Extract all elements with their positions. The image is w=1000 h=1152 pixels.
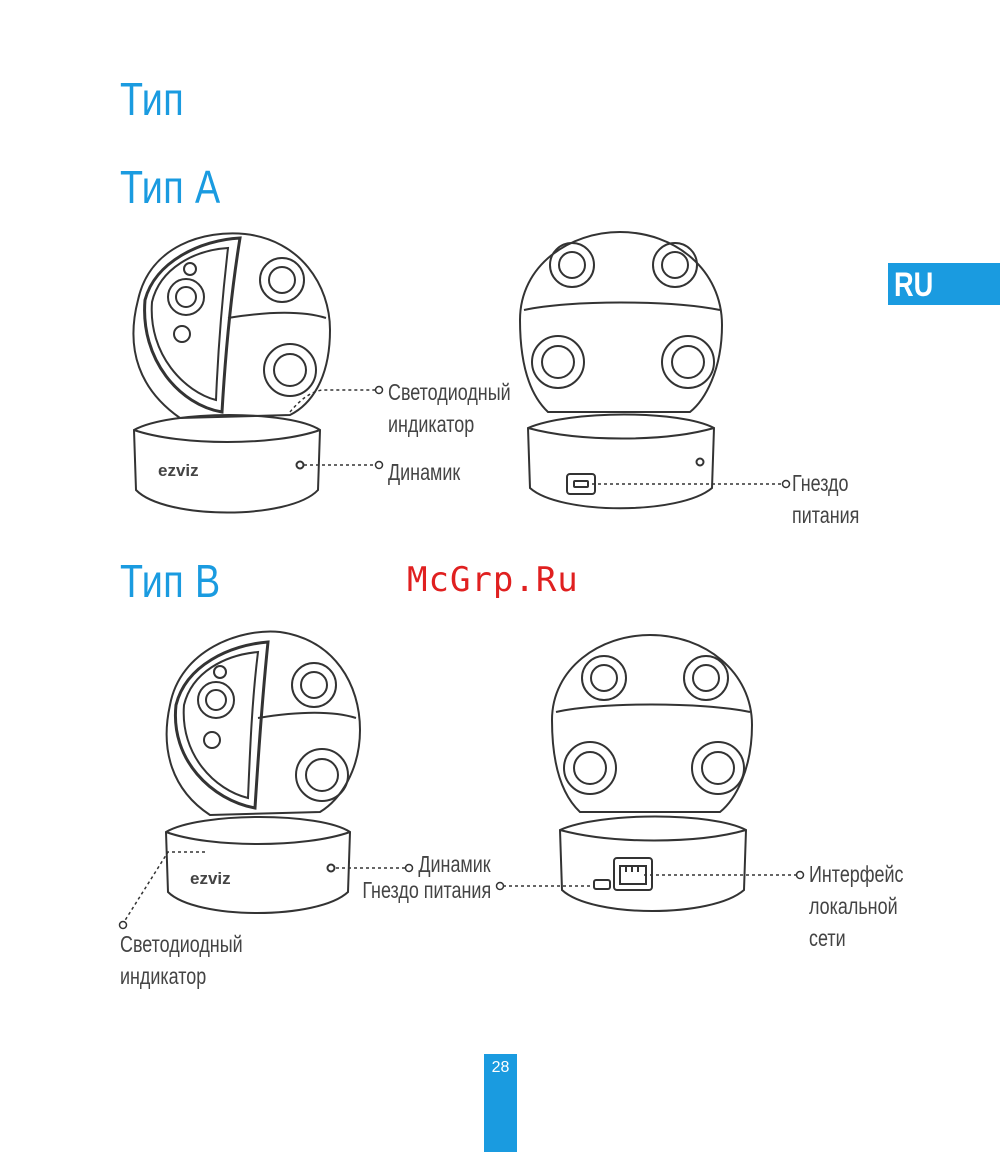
type-a-power-label-line-2: питания [792, 502, 860, 528]
page-number: 28 [491, 1059, 510, 1076]
type-b-back-camera [552, 635, 752, 911]
type-b-lan-label [809, 858, 904, 954]
type-b-lan-label-line-2: локальной [809, 893, 898, 919]
type-a-back-camera [520, 232, 722, 508]
type-b-heading: Тип B [120, 555, 221, 607]
type-a-heading: Тип A [120, 161, 221, 213]
page-heading: Тип [120, 73, 185, 125]
type-a-power-label [792, 467, 859, 531]
type-b-led-label-line-1: Светодиодный [120, 931, 243, 957]
page-number-tab [484, 1054, 517, 1152]
type-b-lan-label-line-1: Интерфейс [809, 861, 904, 887]
type-b-led-label [120, 928, 243, 992]
type-a-front-brand: ezviz [158, 461, 199, 480]
type-a-power-label-line-1: Гнездо [792, 470, 849, 496]
type-a-led-label-line-2: индикатор [388, 411, 475, 437]
type-a-led-label [388, 376, 511, 440]
language-tab-label: RU [894, 266, 934, 304]
type-b-speaker-label: Динамик [418, 851, 491, 877]
type-b-led-label-line-2: индикатор [120, 963, 207, 989]
type-a-led-label-line-1: Светодиодный [388, 379, 511, 405]
type-b-lan-label-line-3: сети [809, 925, 846, 951]
type-b-front-brand: ezviz [190, 869, 231, 888]
type-b-power-label: Гнездо питания [362, 877, 491, 903]
type-a-speaker-label: Динамик [388, 459, 461, 485]
watermark: McGrp.Ru [407, 560, 579, 600]
